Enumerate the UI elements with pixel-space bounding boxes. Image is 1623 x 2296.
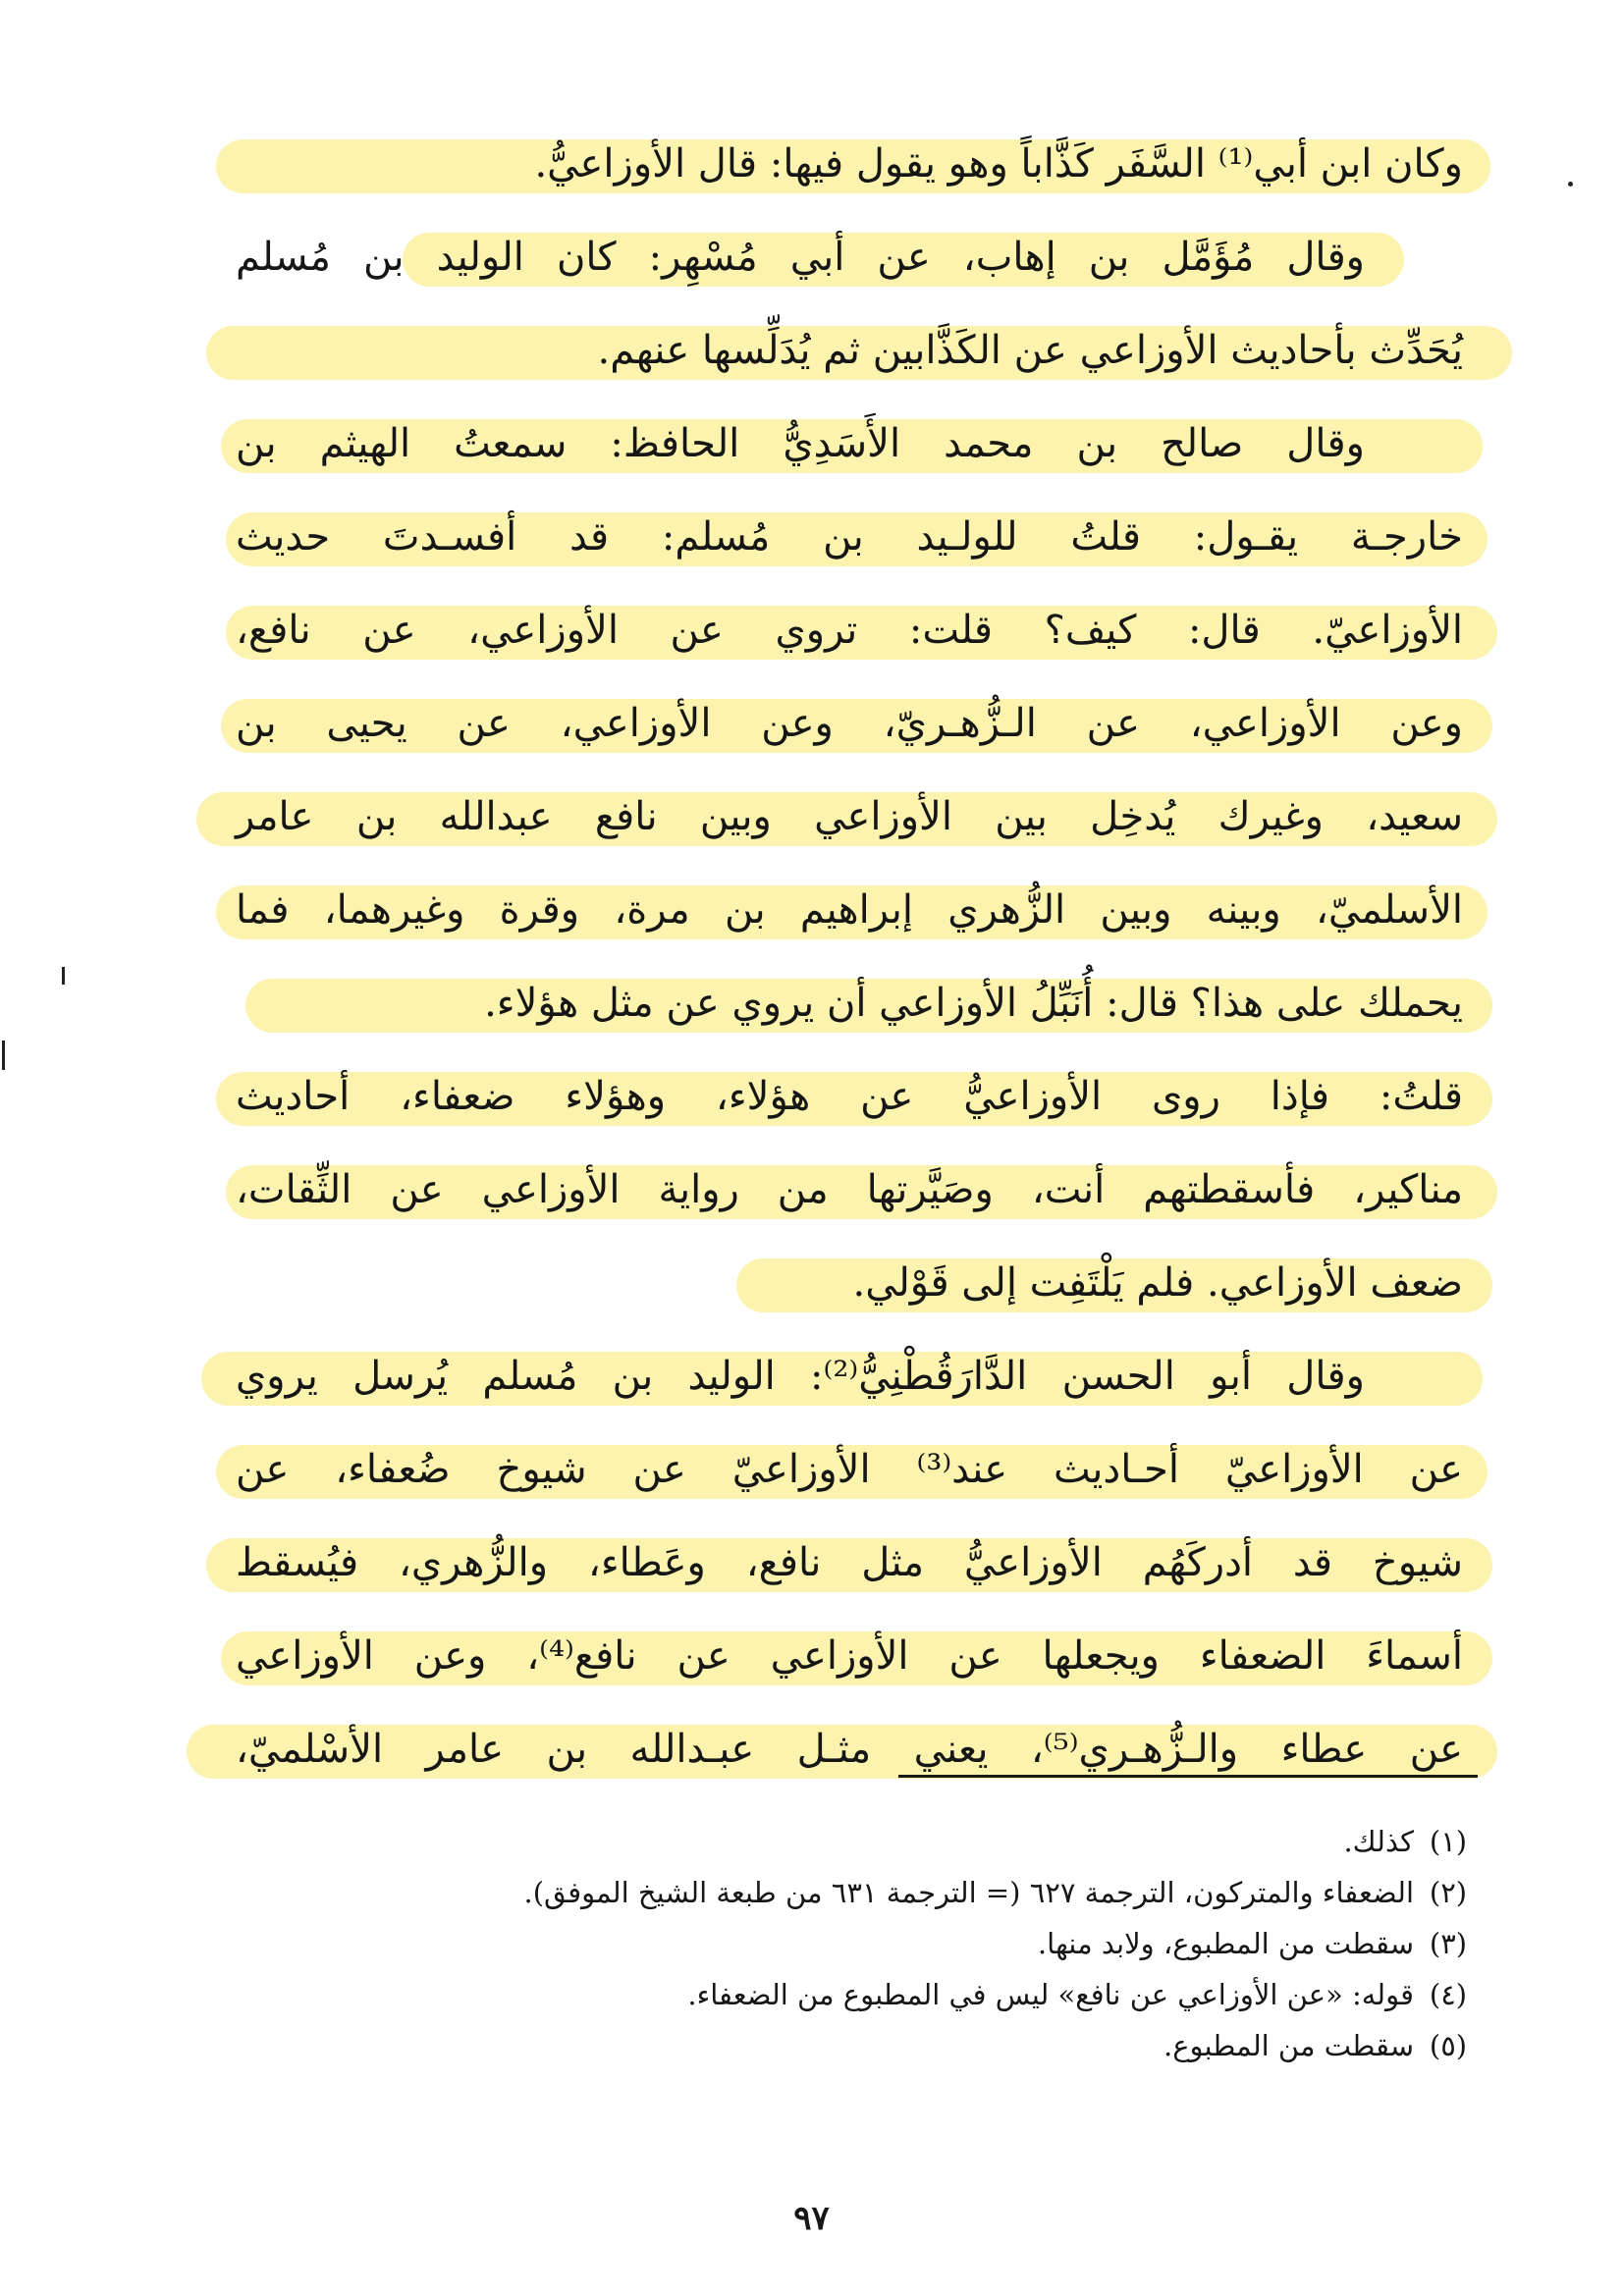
footnote-text: سقطت من المطبوع، ولابد منها. — [1037, 1927, 1414, 1960]
page-number: ٩٧ — [793, 2199, 830, 2238]
scan-tick — [62, 967, 65, 985]
body-line: وعن الأوزاعي، عن الـزُّهـريّ، وعن الأوزاعي، عن يحيى بن — [226, 677, 1473, 771]
footnotes — [245, 1816, 1483, 2071]
body-line: أسماءَ الضعفاء ويجعلها عن الأوزاعي عن نافع⁽⁴⁾، وعن الأوزاعي — [226, 1610, 1473, 1703]
body-line: خارجـة يقـول: قلتُ للولـيد بن مُسلم: قد أفسـدتَ حديث — [226, 491, 1473, 584]
body-line: الأسلميّ، وبينه وبين الزُّهري إبراهيم بن مرة، وقرة وغيرهما، فما — [226, 864, 1473, 957]
footnote — [245, 2020, 1483, 2071]
body-line: يُحَدِّث بأحاديث الأوزاعي عن الكَذَّابين ثم يُدَلِّسها عنهم. — [226, 304, 1473, 398]
footnote-divider — [898, 1775, 1478, 1778]
footnote-number: (٢) — [1429, 1876, 1468, 1909]
body-line: يحملك على هذا؟ قال: أُنَبِّلُ الأوزاعي أن يروي عن مثل هؤلاء. — [226, 957, 1473, 1050]
scan-tick — [2, 1041, 5, 1070]
body-line: مناكير، فأسقطتهم أنت، وصَيَّرتها من رواية الأوزاعي عن الثِّقات، — [226, 1144, 1473, 1237]
footnote-number: (٥) — [1429, 2029, 1468, 2062]
footnote-text: قوله: «عن الأوزاعي عن نافع» ليس في المطبوع من الضعفاء. — [687, 1978, 1414, 2011]
scan-dot — [1568, 182, 1573, 187]
body-line: وقال صالح بن محمد الأَسَدِيُّ الحافظ: سمعتُ الهيثم بن — [226, 398, 1473, 491]
footnote — [245, 1918, 1483, 1969]
footnote-text: سقطت من المطبوع. — [1163, 2029, 1414, 2062]
footnote — [245, 1969, 1483, 2020]
body-line: قلتُ: فإذا روى الأوزاعيُّ عن هؤلاء، وهؤلاء ضعفاء، أحاديث — [226, 1050, 1473, 1144]
body-line: وقال مُؤَمَّل بن إهاب، عن أبي مُسْهِر: كان الوليد بن مُسلم — [226, 211, 1473, 304]
body-line: سعيد، وغيرك يُدخِل بين الأوزاعي وبين نافع عبدالله بن عامر — [226, 771, 1473, 864]
footnote — [245, 1816, 1483, 1867]
body-line: ضعف الأوزاعي. فلم يَلْتَفِت إلى قَوْلي. — [226, 1237, 1473, 1330]
body-line: وقال أبو الحسن الدَّارَقُطْنِيُّ⁽²⁾: الوليد بن مُسلم يُرسل يروي — [226, 1330, 1473, 1423]
footnote — [245, 1867, 1483, 1918]
footnote-number: (٤) — [1429, 1978, 1468, 2011]
body-text — [226, 118, 1473, 1796]
body-line: عن عطاء والـزُّهـري⁽⁵⁾، يعني مثـل عبـدالله بن عامر الأسْلميّ، — [226, 1703, 1473, 1796]
footnote-number: (٣) — [1429, 1927, 1468, 1960]
body-line: عن الأوزاعيّ أحـاديث عند⁽³⁾ الأوزاعيّ عن شيوخ ضُعفاء، عن — [226, 1423, 1473, 1517]
footnote-text: الضعفاء والمتركون، الترجمة ٦٢٧ (= الترجمة ٦٣١ من طبعة الشيخ الموفق). — [523, 1876, 1414, 1909]
footnote-text: كذلك. — [1343, 1825, 1414, 1858]
body-line: شيوخ قد أدركَهُم الأوزاعيُّ مثل نافع، وعَطاء، والزُّهري، فيُسقط — [226, 1517, 1473, 1610]
body-line: وكان ابن أبي⁽¹⁾ السَّفَر كَذَّاباً وهو يقول فيها: قال الأوزاعيُّ. — [226, 118, 1473, 211]
footnote-number: (١) — [1429, 1825, 1468, 1858]
body-line: الأوزاعيّ. قال: كيف؟ قلت: تروي عن الأوزاعي، عن نافع، — [226, 584, 1473, 677]
